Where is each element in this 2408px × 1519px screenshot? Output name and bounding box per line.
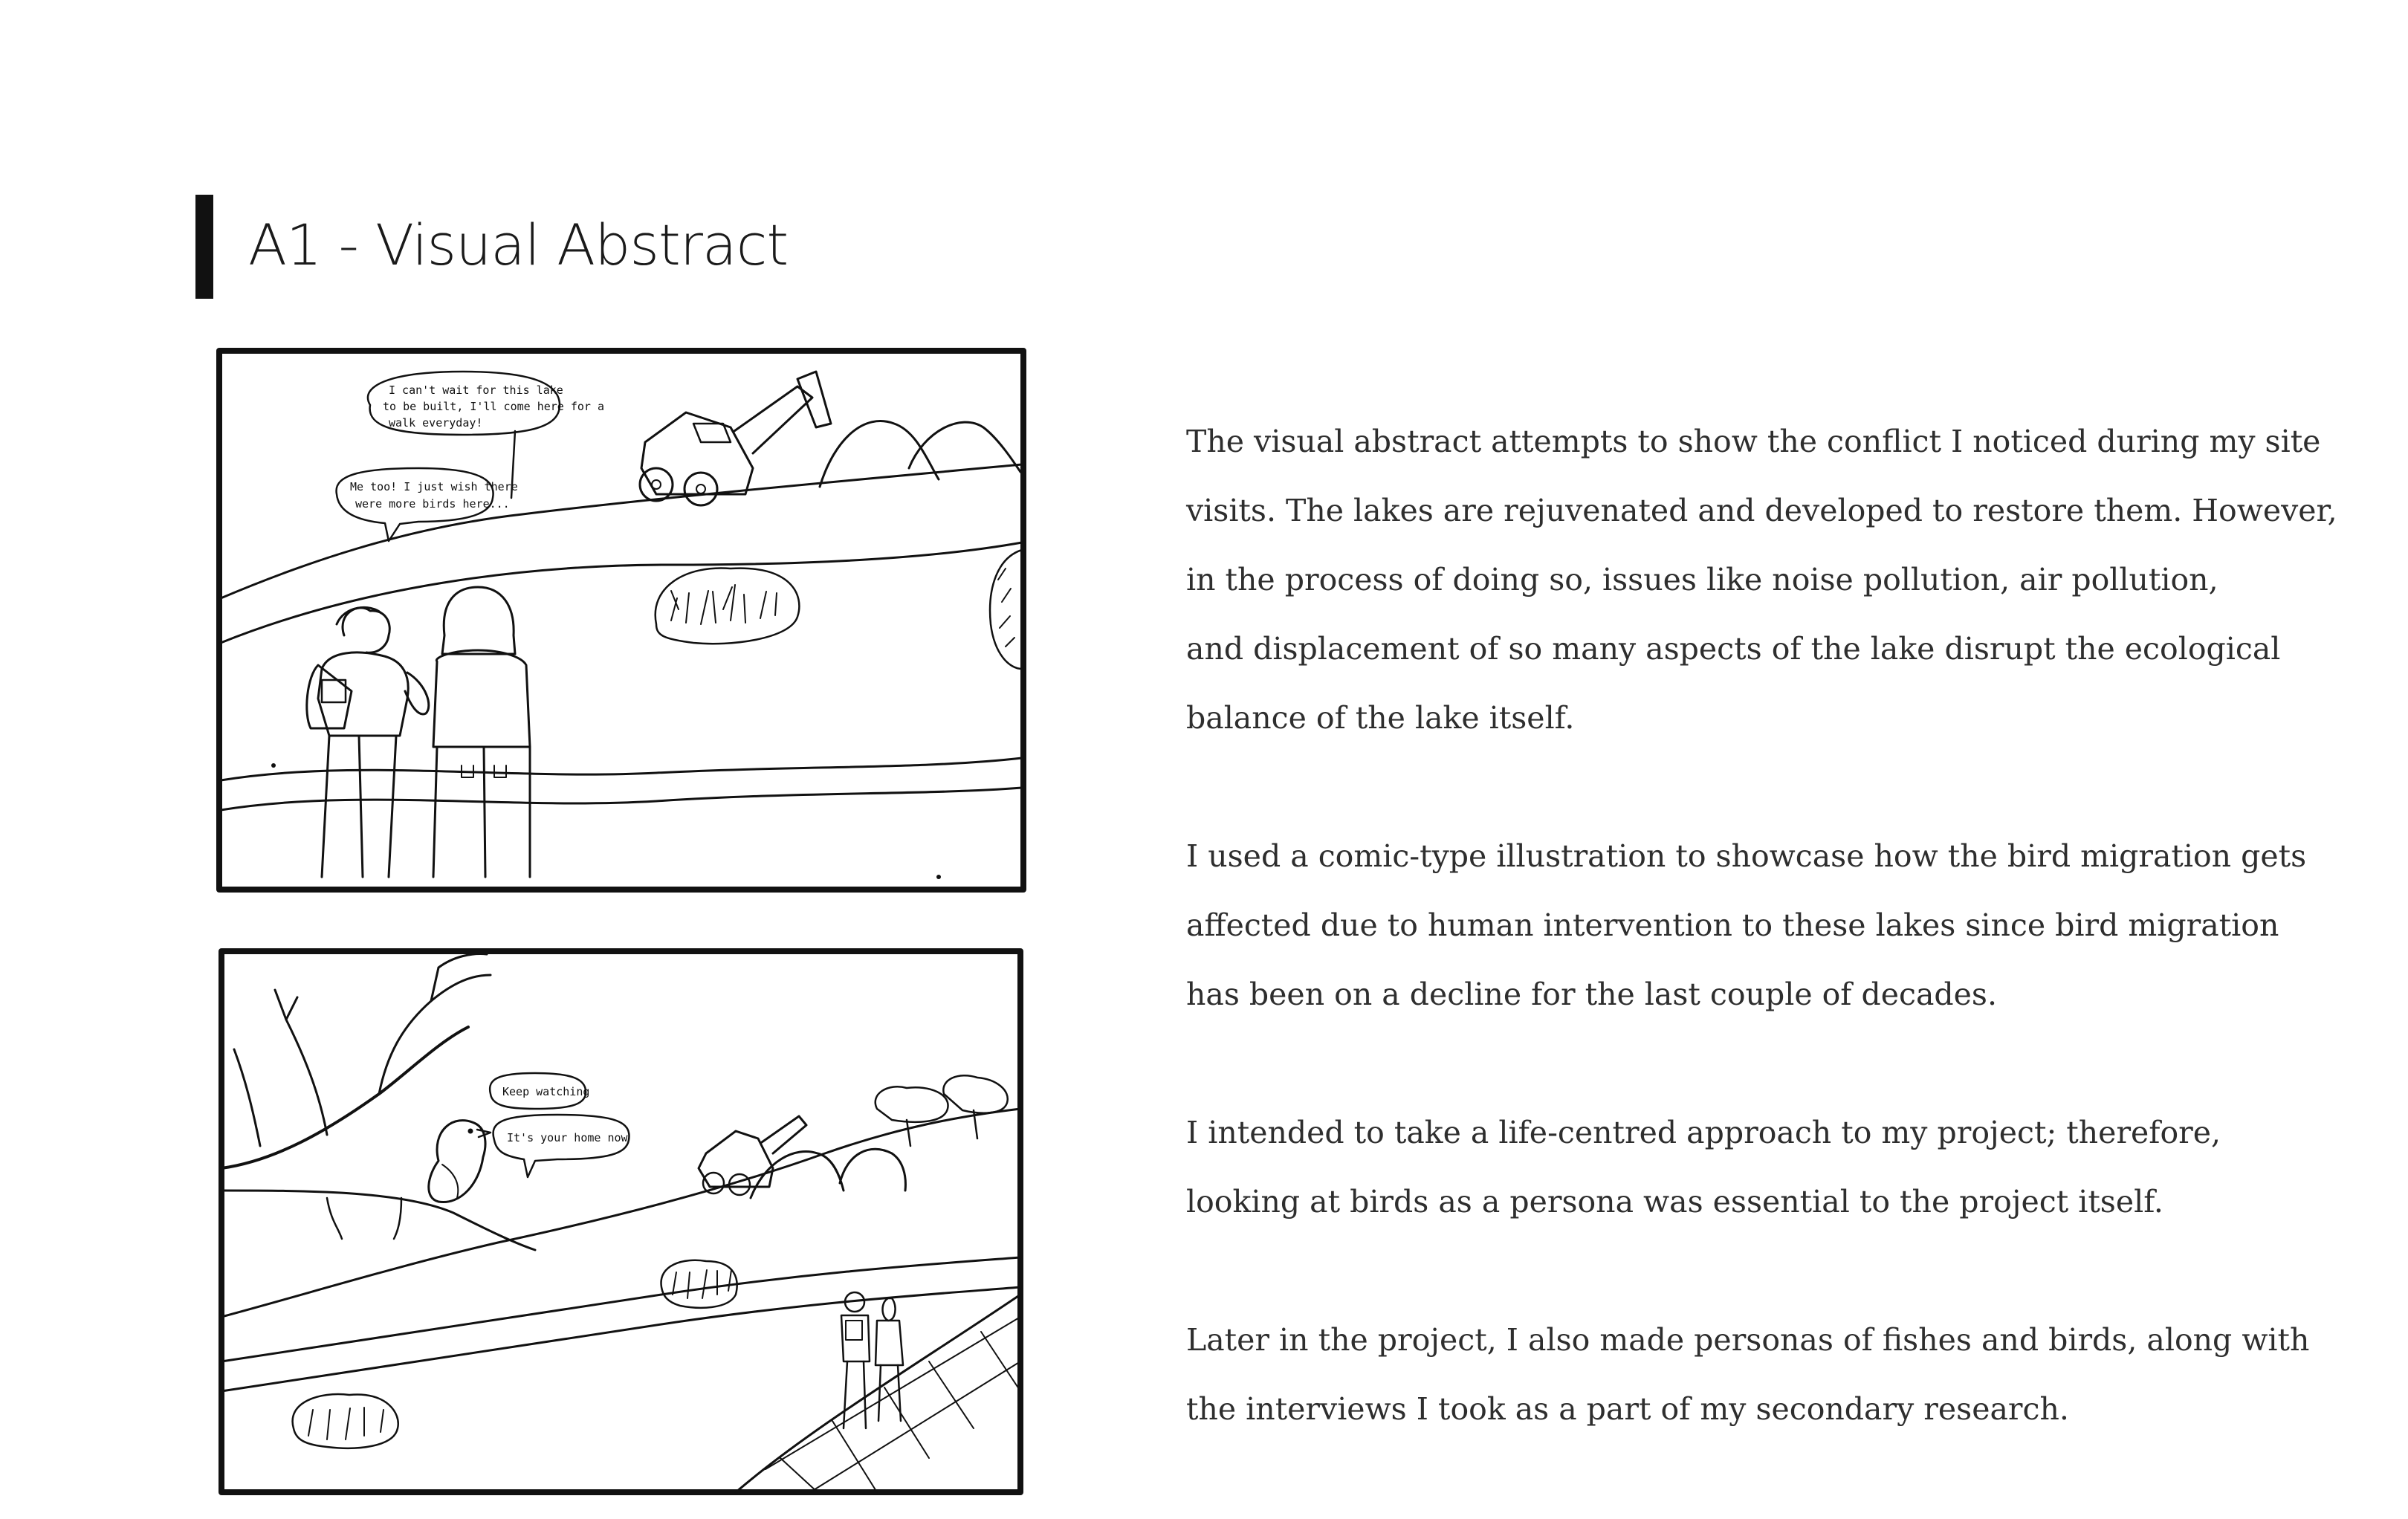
bubble3-text: Keep watching xyxy=(502,1085,590,1098)
paragraph-4 xyxy=(1186,1306,2310,1444)
text-line: Later in the project, I also made personas of fishes and birds, along with xyxy=(1186,1322,2310,1358)
comic-panel-bird-watching xyxy=(216,945,1028,1503)
text-line: looking at birds as a persona was essential to the project itself. xyxy=(1186,1184,2163,1220)
abstract-description xyxy=(1186,407,2337,1444)
text-line: has been on a decline for the last couple of decades. xyxy=(1186,976,1998,1012)
bubble1-line2: to be built, I'll come here for a xyxy=(383,400,605,413)
text-line: I intended to take a life-centred approach to my project; therefore, xyxy=(1186,1115,2221,1150)
bubble1-line1: I can't wait for this lake xyxy=(389,383,563,397)
text-line: visits. The lakes are rejuvenated and developed to restore them. However, xyxy=(1186,493,2337,528)
bubble4-text: It's your home now xyxy=(507,1131,628,1144)
bubble1-line3: walk everyday! xyxy=(389,416,483,430)
text-line: I used a comic-type illustration to showcase how the bird migration gets xyxy=(1186,838,2307,874)
paragraph-2 xyxy=(1186,822,2307,1029)
text-line: and displacement of so many aspects of the lake disrupt the ecological xyxy=(1186,631,2281,667)
bubble2-line1: Me too! I just wish there xyxy=(350,480,518,493)
text-line: balance of the lake itself. xyxy=(1186,700,1575,736)
text-line: the interviews I took as a part of my secondary research. xyxy=(1186,1391,2069,1427)
page-title: A1 - Visual Abstract xyxy=(248,212,789,278)
text-line: in the process of doing so, issues like noise pollution, air pollution, xyxy=(1186,562,2218,597)
comic-illustration-2 xyxy=(216,945,1028,1503)
text-line: affected due to human intervention to these lakes since bird migration xyxy=(1186,907,2279,943)
paragraph-1 xyxy=(1186,407,2337,753)
bubble2-line2: were more birds here... xyxy=(355,497,510,511)
comic-panel-lake-development xyxy=(210,342,1035,899)
comic-illustration-1 xyxy=(210,342,1035,899)
paragraph-3 xyxy=(1186,1098,2256,1237)
title-accent-bar xyxy=(195,195,213,299)
text-line: The visual abstract attempts to show the conflict I noticed during my site xyxy=(1186,424,2321,459)
